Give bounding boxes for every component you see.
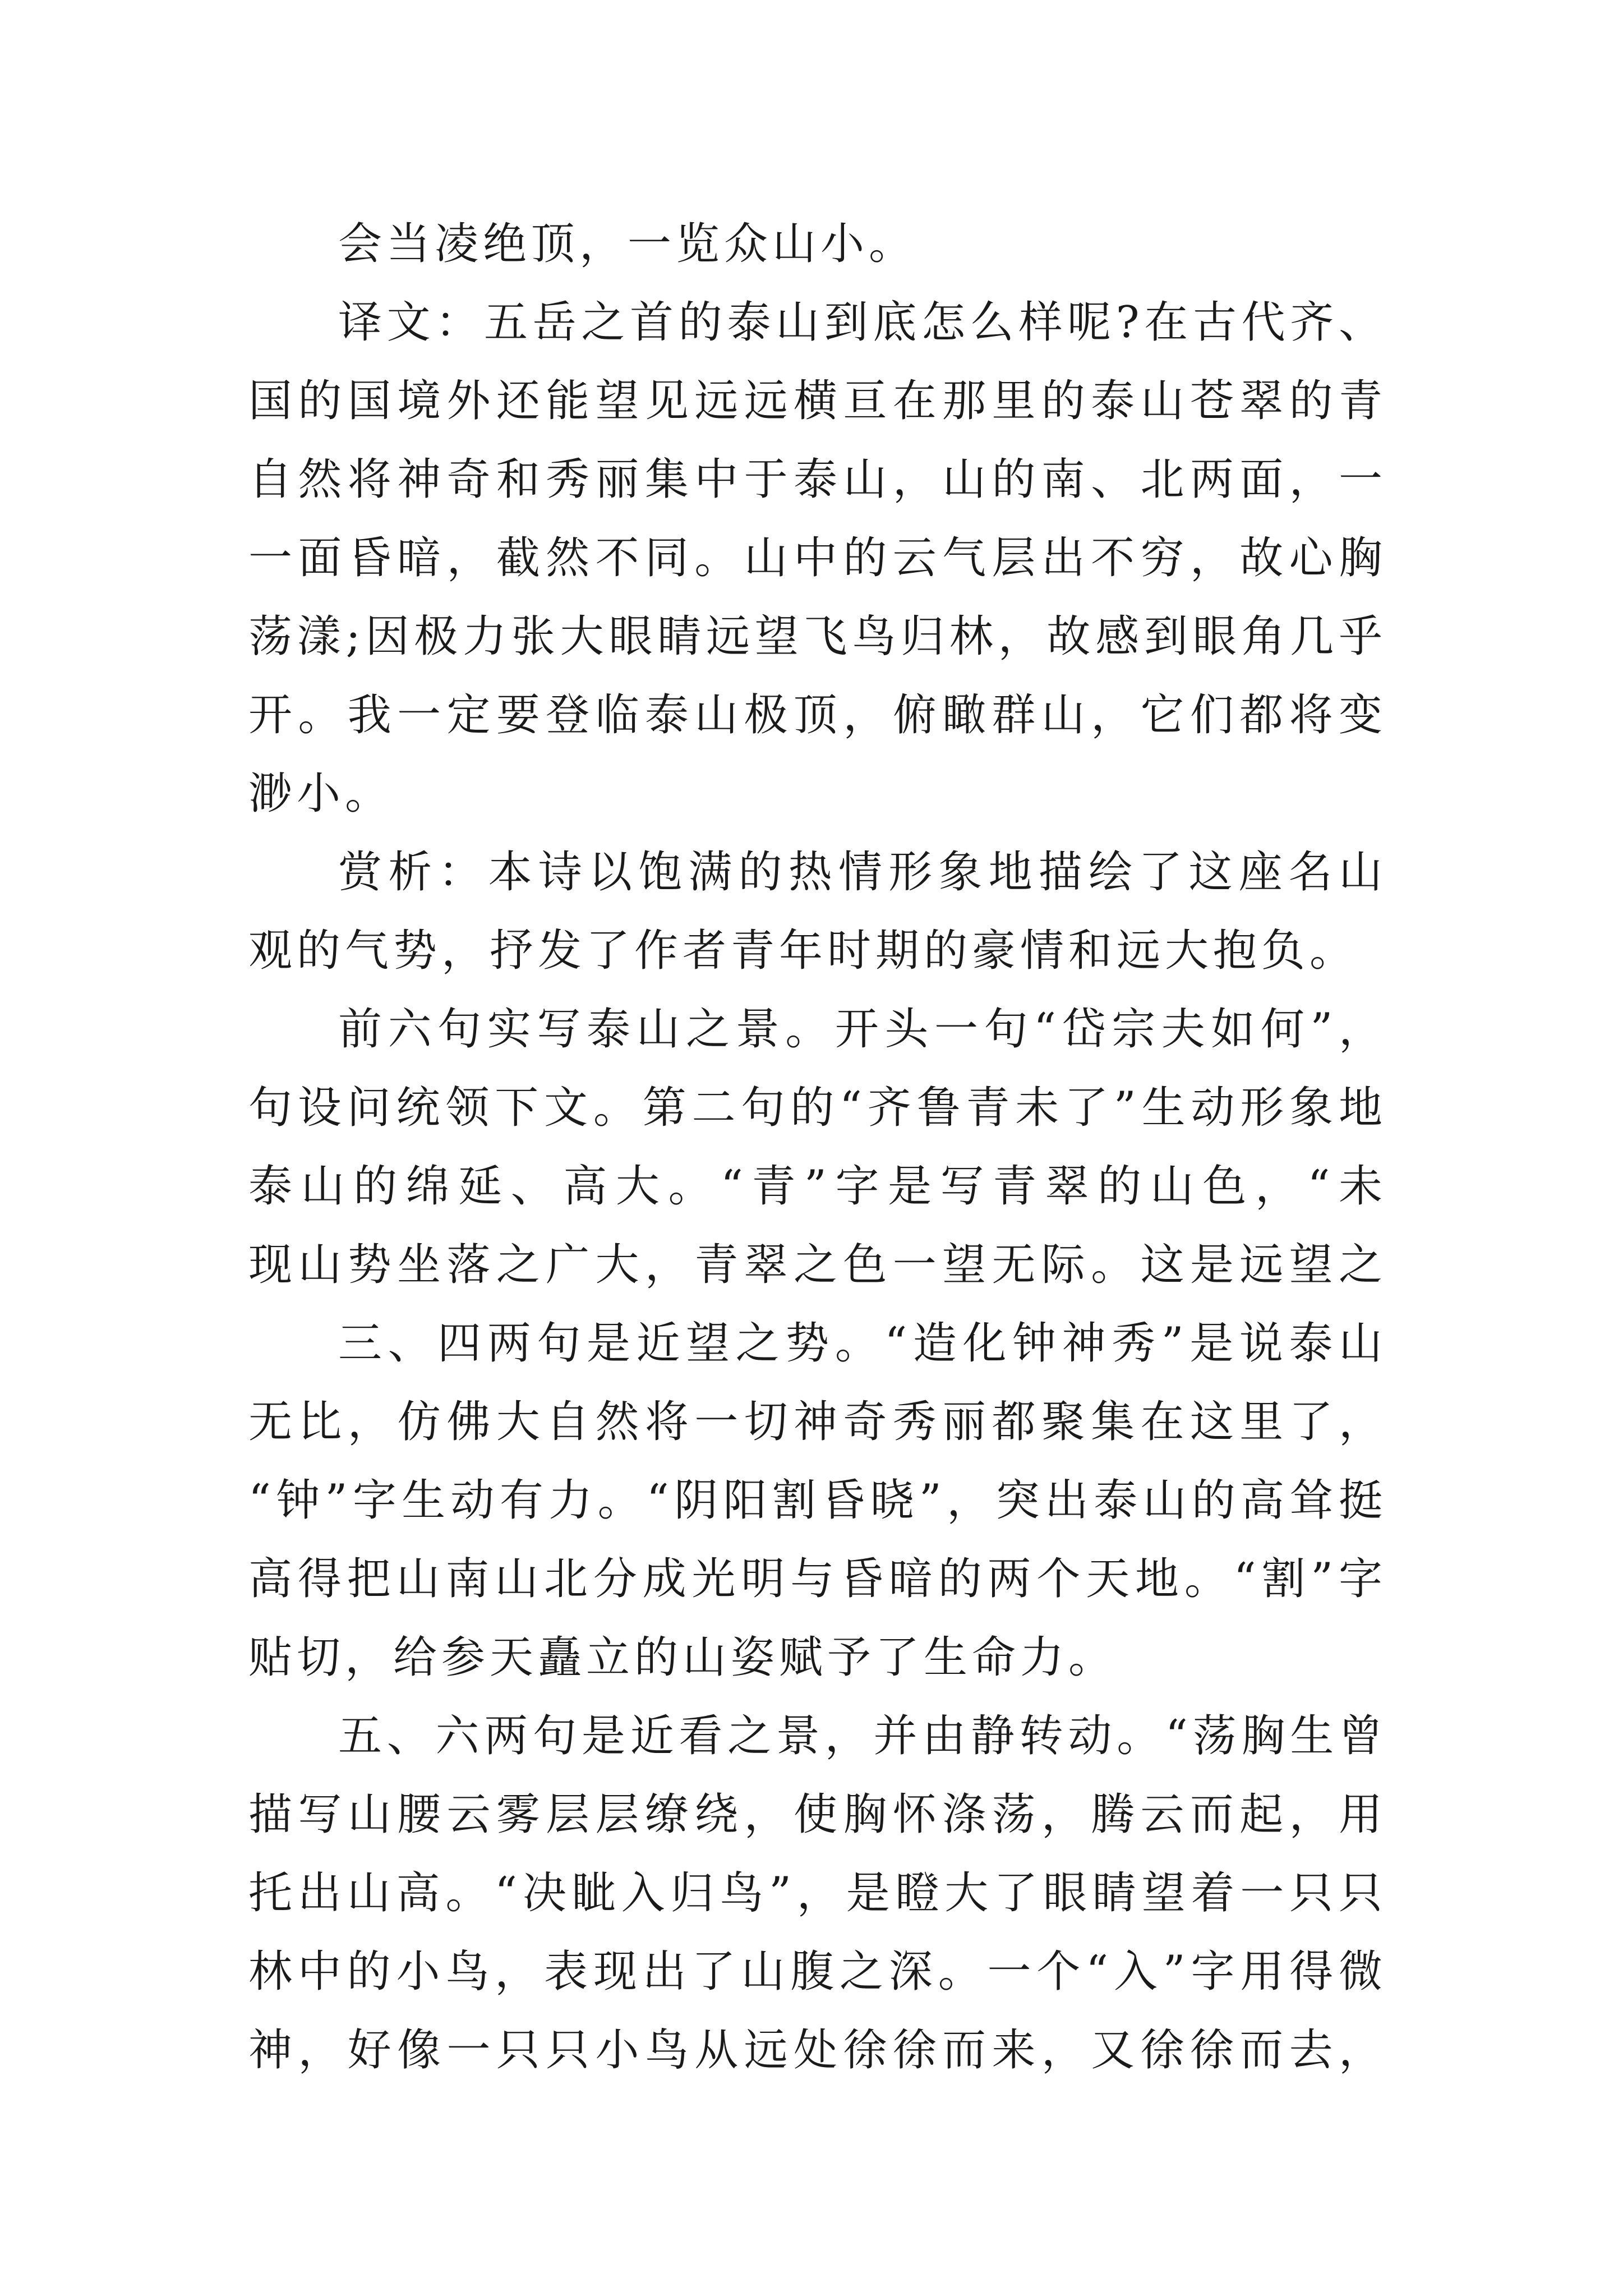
text-line: 渺小。 (248, 769, 394, 819)
text-line: 泰山的绵延、高大。“青”字是写青翠的山色，“未 (248, 1161, 1387, 1212)
text-line: 贴切，给参天矗立的山姿赋予了生命力。 (248, 1632, 1117, 1683)
text-line: 五、六两句是近看之景，并由静转动。“荡胸生曾 (338, 1711, 1387, 1761)
text-line: 托出山高。“决眦入归鸟”，是瞪大了眼睛望着一只只 (248, 1868, 1387, 1918)
text-line: 神，好像一只只小鸟从远处徐徐而来，又徐徐而去， (248, 2025, 1387, 2076)
text-line: 描写山腰云雾层层缭绕，使胸怀涤荡，腾云而起，用 (248, 1789, 1387, 1840)
text-line: 一面昏暗，截然不同。山中的云气层出不穷，故心胸 (248, 533, 1387, 583)
text-line: 译文：五岳之首的泰山到底怎么样呢?在古代齐、 (338, 297, 1387, 348)
text-line: 观的气势，抒发了作者青年时期的豪情和远大抱负。 (248, 926, 1358, 976)
text-line: 会当凌绝顶，一览众山小。 (338, 219, 917, 269)
text-line: 赏析：本诗以饱满的热情形象地描绘了这座名山 (338, 847, 1387, 898)
text-line: 现山势坐落之广大，青翠之色一望无际。这是远望之 (248, 1240, 1387, 1290)
text-line: 荡漾;因极力张大眼睛远望飞鸟归林，故感到眼角几乎 (248, 611, 1387, 662)
text-line: 国的国境外还能望见远远横亘在那里的泰山苍翠的青 (248, 376, 1387, 426)
text-line: 林中的小鸟，表现出了山腹之深。一个“入”字用得微 (248, 1947, 1387, 1997)
text-line: 无比，仿佛大自然将一切神奇秀丽都聚集在这里了， (248, 1397, 1387, 1447)
text-line: 开。我一定要登临泰山极顶，俯瞰群山，它们都将变 (248, 690, 1387, 740)
text-line: 三、四两句是近望之势。“造化钟神秀”是说泰山 (338, 1318, 1387, 1369)
text-line: “钟”字生动有力。“阴阳割昏晓”，突出泰山的高耸挺 (248, 1475, 1387, 1526)
text-line: 自然将神奇和秀丽集中于泰山，山的南、北两面，一 (248, 454, 1387, 505)
body-text (248, 205, 1387, 2090)
text-line: 句设问统领下文。第二句的“齐鲁青未了”生动形象地 (248, 1083, 1387, 1133)
text-line: 前六句实写泰山之景。开头一句“岱宗夫如何”， (338, 1004, 1387, 1055)
text-line: 高得把山南山北分成光明与昏暗的两个天地。“割”字 (248, 1554, 1387, 1604)
